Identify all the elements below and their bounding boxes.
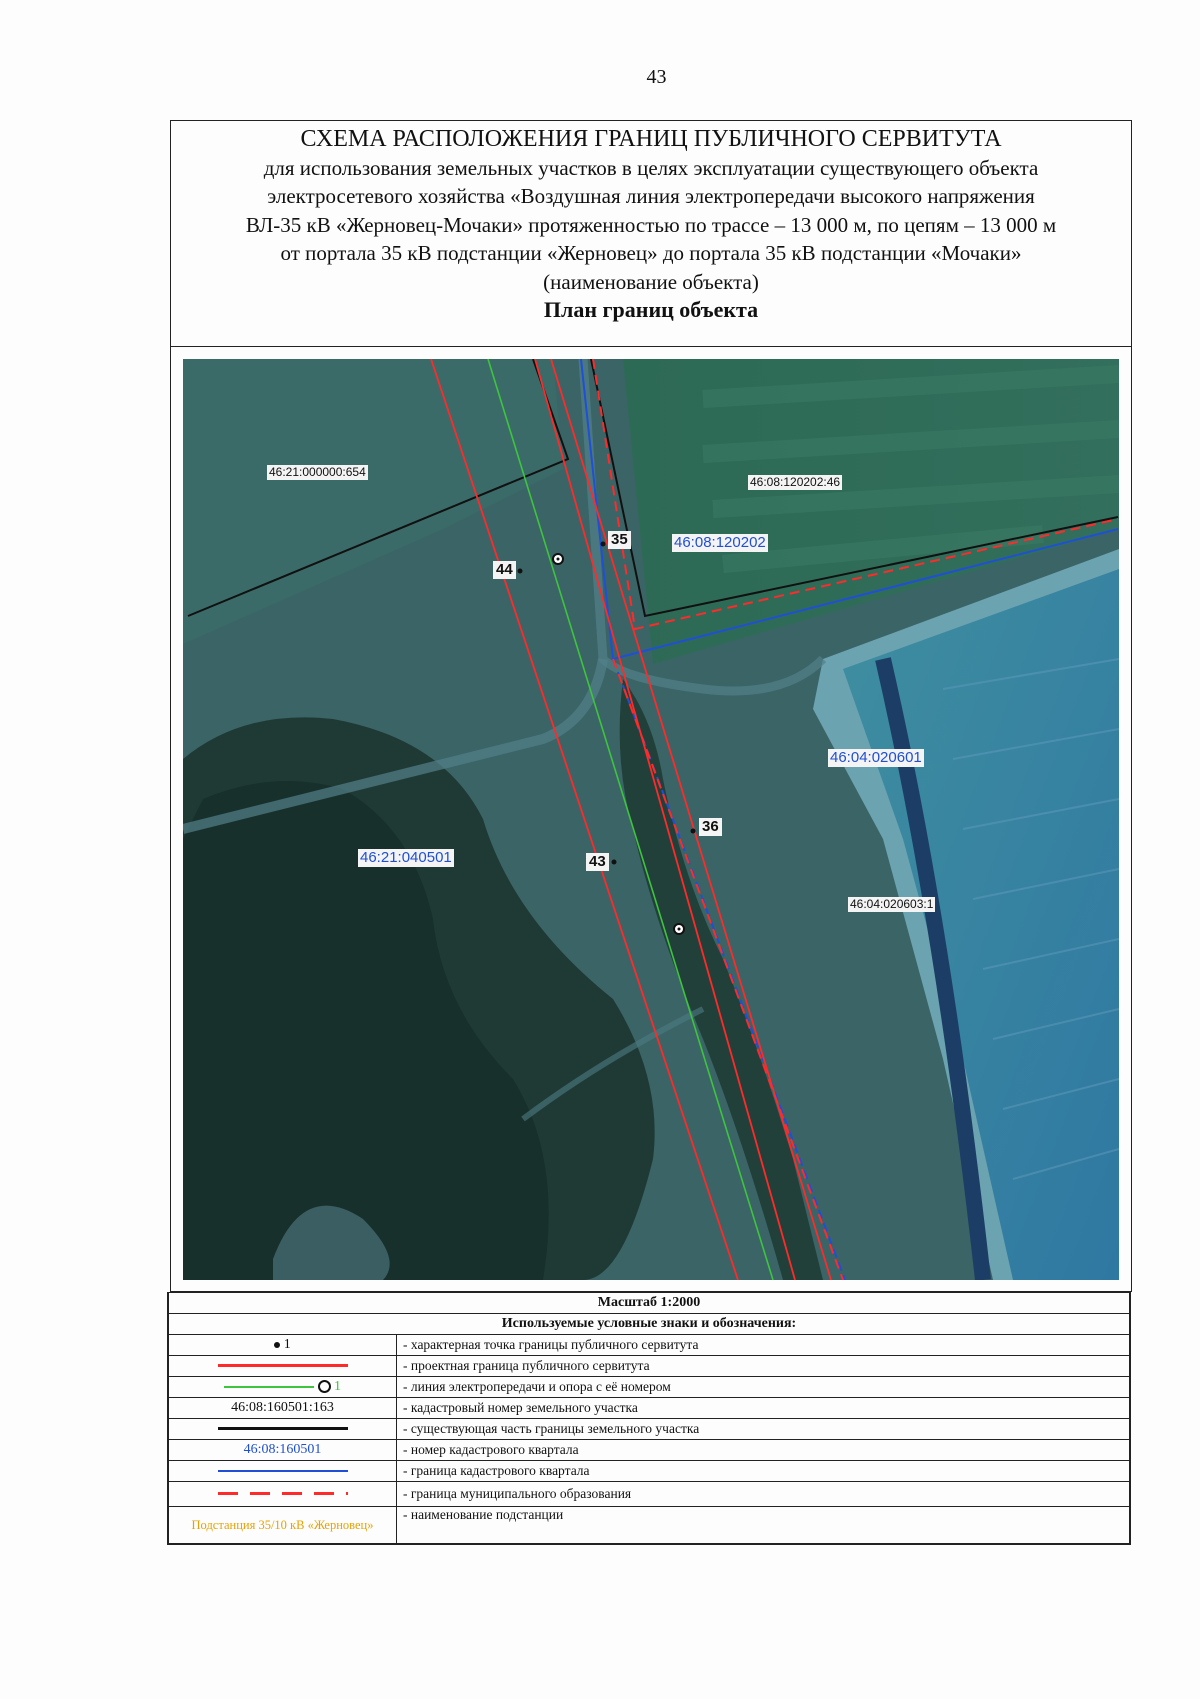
legend-desc: - линия электропередачи и опора с её номером (397, 1377, 1130, 1398)
legend-desc: - наименование подстанции (397, 1507, 1130, 1544)
scale-text: Масштаб 1:2000 (169, 1293, 1130, 1314)
point-44 (518, 569, 523, 574)
legend-row (169, 1398, 1130, 1419)
green-line-icon (224, 1386, 314, 1388)
legend-row (169, 1419, 1130, 1440)
parcel-label-603: 46:04:020603:1 (850, 897, 934, 911)
legend-symbol-quarter-boundary (169, 1461, 397, 1482)
object-name-caption: (наименование объекта) (543, 269, 759, 294)
point-label-44: 44 (493, 561, 516, 579)
legend-heading: Используемые условные знаки и обозначения: (169, 1314, 1130, 1335)
legend-row (169, 1461, 1130, 1482)
boundary-point-icon (274, 1342, 280, 1348)
support-icon (318, 1380, 331, 1393)
point-label-36: 36 (699, 818, 722, 836)
map-layer (183, 359, 1119, 1280)
point-label-43: 43 (586, 853, 609, 871)
legend-symbol-parcel-boundary (169, 1419, 397, 1440)
quarter-label-120202: 46:08:120202 (674, 534, 766, 551)
page-number: 43 (646, 66, 667, 88)
legend-symbol-power-line: 1 (169, 1377, 397, 1398)
parcel-label-46: 46:08:120202:46 (750, 475, 841, 489)
legend-row (169, 1335, 1130, 1356)
legend-desc: - номер кадастрового квартала (397, 1440, 1130, 1461)
point-43 (612, 860, 617, 865)
quarter-label-040501: 46:21:040501 (360, 849, 452, 866)
legend-row (169, 1440, 1130, 1461)
legend-symbol-parcel-number: 46:08:160501:163 (169, 1398, 397, 1419)
red-line-icon (218, 1364, 348, 1367)
point-label-35: 35 (608, 531, 631, 549)
legend-symbol-municipal (169, 1482, 397, 1507)
parcel-label-654: 46:21:000000:654 (269, 465, 366, 479)
quarter-label-020601: 46:04:020601 (830, 749, 922, 766)
plan-subtitle: План границ объекта (543, 297, 759, 322)
legend (167, 1292, 1131, 1545)
point-36 (691, 829, 696, 834)
legend-table (168, 1292, 1130, 1544)
object-description-line-1: для использования земельных участков в целях эксплуатации существующего объекта (263, 155, 1039, 180)
object-description-line-3: ВЛ-35 кВ «Жерновец-Мочаки» протяженностью по трассе – 13 000 м, по цепям – 13 000 м (245, 212, 1057, 237)
point-35 (601, 542, 606, 547)
legend-symbol-point: 1 (169, 1335, 397, 1356)
blue-line-icon (218, 1470, 348, 1472)
legend-symbol-servitude (169, 1356, 397, 1377)
legend-desc: - проектная граница публичного сервитута (397, 1356, 1130, 1377)
legend-row (169, 1356, 1130, 1377)
legend-desc: - существующая часть границы земельного участка (397, 1419, 1130, 1440)
object-description-line-2: электросетевого хозяйства «Воздушная линия электропередачи высокого напряжения (267, 184, 1035, 208)
legend-desc: - граница кадастрового квартала (397, 1461, 1130, 1482)
legend-desc: - характерная точка границы публичного сервитута (397, 1335, 1130, 1356)
legend-row (169, 1377, 1130, 1398)
object-description-line-4: от портала 35 кВ подстанции «Жерновец» до портала 35 кВ подстанции «Мочаки» (280, 241, 1022, 265)
legend-row (169, 1507, 1130, 1544)
legend-row (169, 1482, 1130, 1507)
legend-desc: - кадастровый номер земельного участка (397, 1398, 1130, 1419)
black-line-icon (218, 1427, 348, 1430)
red-dashed-line-icon (218, 1492, 348, 1495)
scheme-frame (170, 120, 1132, 1292)
legend-symbol-quarter-number: 46:08:160501 (169, 1440, 397, 1461)
aerial-map (183, 359, 1119, 1280)
legend-desc: - граница муниципального образования (397, 1482, 1130, 1507)
scheme-title: СХЕМА РАСПОЛОЖЕНИЯ ГРАНИЦ ПУБЛИЧНОГО СЕРВИТУТА (300, 126, 1002, 152)
scheme-header (171, 121, 1131, 347)
legend-symbol-substation: Подстанция 35/10 кВ «Жерновец» (169, 1507, 397, 1544)
